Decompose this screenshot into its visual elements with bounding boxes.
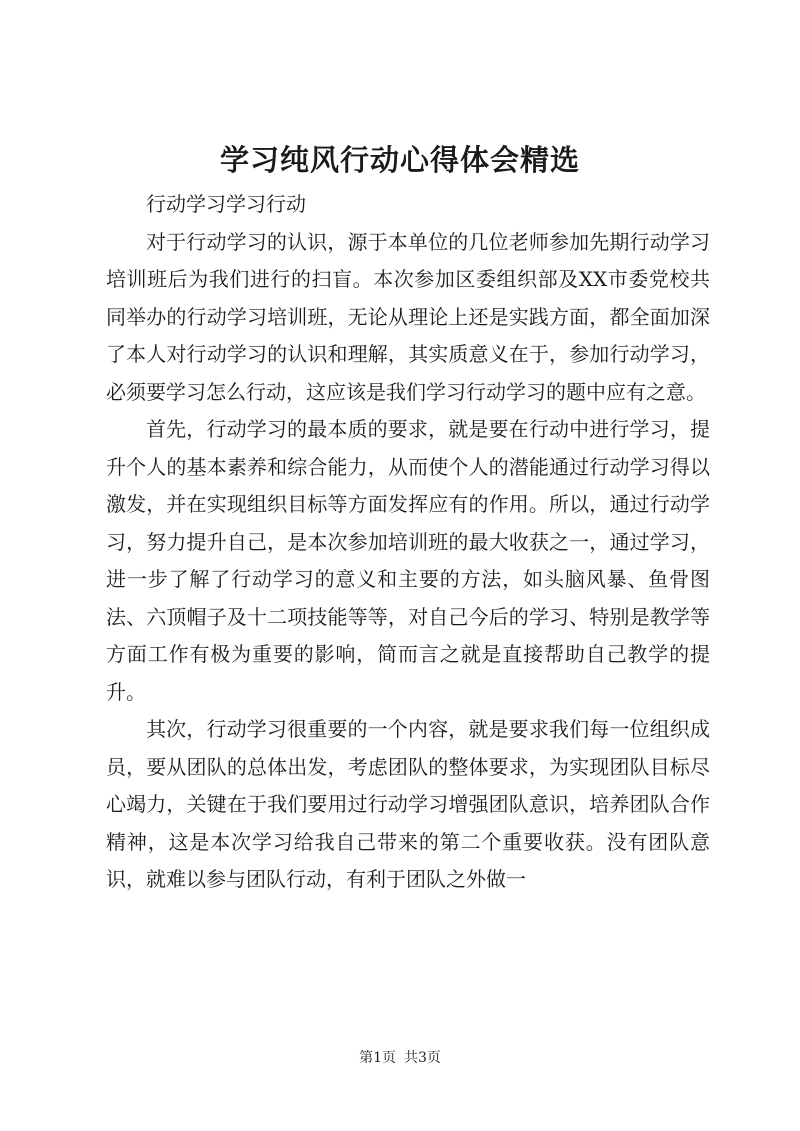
paragraph-2: 首先，行动学习的最本质的要求，就是要在行动中进行学习，提升个人的基本素养和综合能力，从而使个人的潜能通过行动学习得以激发，并在实现组织目标等方面发挥应有的作用。所以，通过行动学习，努力提升自己，是本次参加培训班的最大收获之一，通过学习，进一步了解了行动学习的意义和主要的方法，如头脑风暴、鱼骨图法、六顶帽子及十二项技能等等，对自己今后的学习、特别是教学等方面工作有极为重要的影响，简而言之就是直接帮助自己教学的提升。 xyxy=(106,417,710,704)
paragraph-1: 对于行动学习的认识，源于本单位的几位老师参加先期行动学习培训班后为我们进行的扫盲。本次参加区委组织部及XX市委党校共同举办的行动学习培训班，无论从理论上还是实践方面，都全面加深了本人对行动学习的认识和理解，其实质意义在于，参加行动学习，必须要学习怎么行动，这应该是我们学习行动学习的题中应有之意。 xyxy=(106,229,710,404)
page-number: 第1页 xyxy=(359,1050,396,1066)
paragraph-subtitle: 行动学习学习行动 xyxy=(146,192,306,216)
page-footer xyxy=(0,1048,800,1068)
document-body xyxy=(106,186,710,899)
paragraph-3: 其次，行动学习很重要的一个内容，就是要求我们每一位组织成员，要从团队的总体出发，考虑团队的整体要求，为实现团队目标尽心竭力，关键在于我们要用过行动学习增强团队意识，培养团队合作精神，这是本次学习给我自己带来的第二个重要收获。没有团队意识，就难以参与团队行动，有利于团队之外做一 xyxy=(106,717,710,891)
page-total: 共3页 xyxy=(404,1050,441,1066)
document-title: 学习纯风行动心得体会精选 xyxy=(219,143,580,177)
